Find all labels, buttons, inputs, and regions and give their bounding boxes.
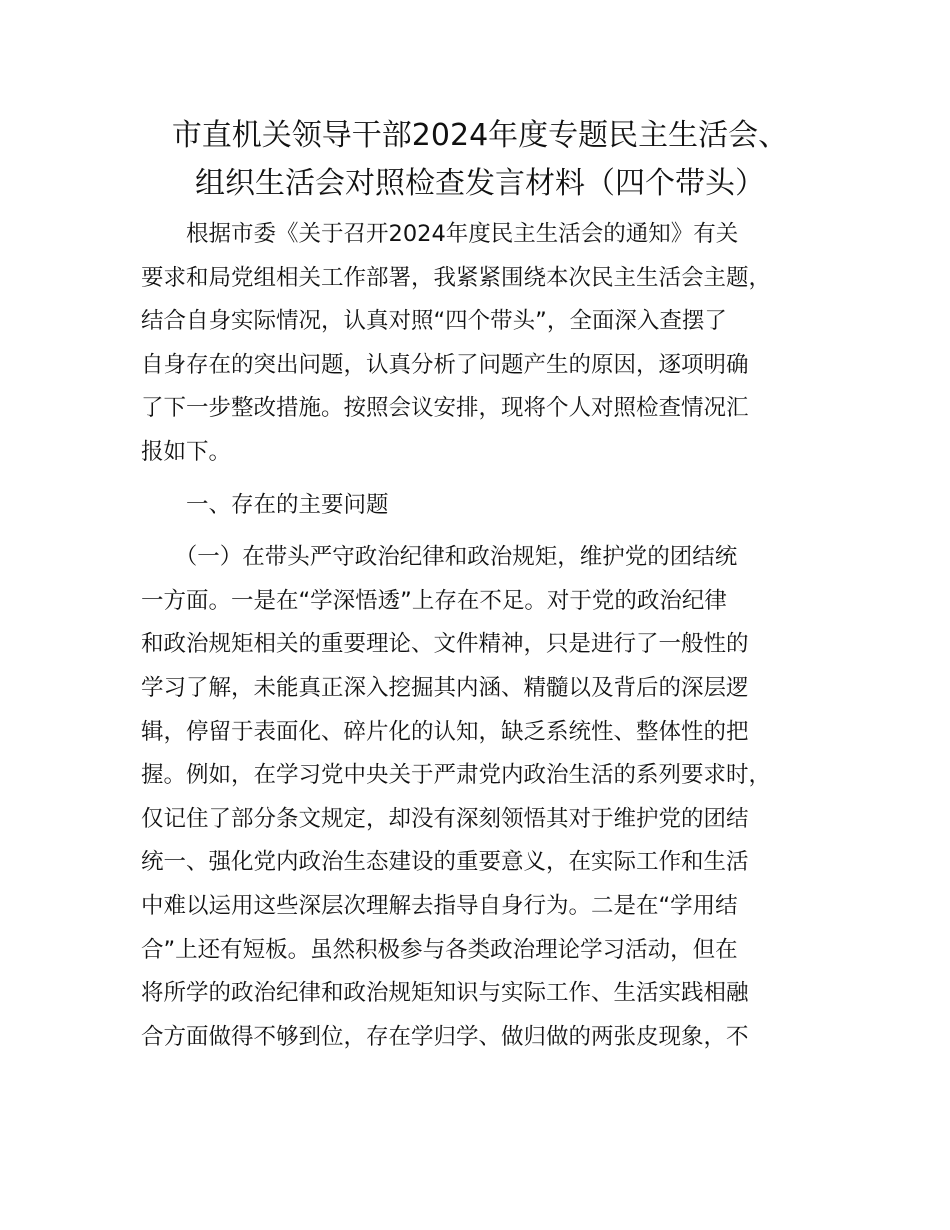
paragraph-gap [141, 475, 841, 484]
text-line: 一方面。一是在“学深悟透”上存在不足。对于党的政治纪律 [141, 587, 727, 614]
text-line: 将所学的政治纪律和政治规矩知识与实际工作、生活实践相融 [141, 980, 749, 1007]
section-heading [141, 484, 841, 528]
text-line: 辑，停留于表面化、碎片化的认知，缺乏系统性、整体性的把 [141, 718, 749, 745]
title-line: 市直机关领导干部2024年度专题民主生活会、 [171, 118, 789, 153]
text-line: 自身存在的突出问题，认真分析了问题产生的原因，逐项明确 [141, 351, 749, 378]
text-line: 仅记住了部分条文规定，却没有深刻领悟其对于维护党的团结 [141, 805, 749, 832]
text-line: 要求和局党组相关工作部署，我紧紧围绕本次民主生活会主题， [141, 264, 772, 291]
text-line: 结合自身实际情况，认真对照“四个带头”，全面深入查摆了 [141, 308, 727, 335]
text-line: 报如下。 [141, 438, 232, 465]
text-line: 了下一步整改措施。按照会议安排，现将个人对照检查情况汇 [141, 395, 749, 422]
text-line: 和政治规矩相关的重要理论、文件精神，只是进行了一般性的 [141, 631, 749, 658]
text-line: 统一、强化党内政治生态建设的重要意义，在实际工作和生活 [141, 849, 749, 876]
document-body [141, 213, 841, 1059]
text-line: 握。例如，在学习党中央关于严肃党内政治生活的系列要求时， [141, 762, 772, 789]
text-line: （一）在带头严守政治纪律和政治规矩，维护党的团结统 [141, 544, 738, 571]
text-line: 合”上还有短板。虽然积极参与各类政治理论学习活动，但在 [141, 936, 738, 963]
body-paragraph [141, 536, 841, 1059]
intro-paragraph [141, 213, 841, 475]
text-line: 中难以运用这些深层次理解去指导自身行为。二是在“学用结 [141, 892, 738, 919]
text-line: 根据市委《关于召开2024年度民主生活会的通知》有关 [141, 221, 739, 247]
title-line: 组织生活会对照检查发言材料（四个带头） [195, 166, 765, 201]
paragraph-gap [141, 527, 841, 536]
text-line: 学习了解，未能真正深入挖掘其内涵、精髓以及背后的深层逻 [141, 674, 749, 701]
document-title [130, 112, 830, 208]
text-line: 一、存在的主要问题 [141, 491, 389, 518]
text-line: 合方面做得不够到位，存在学归学、做归做的两张皮现象，不 [141, 1023, 749, 1050]
